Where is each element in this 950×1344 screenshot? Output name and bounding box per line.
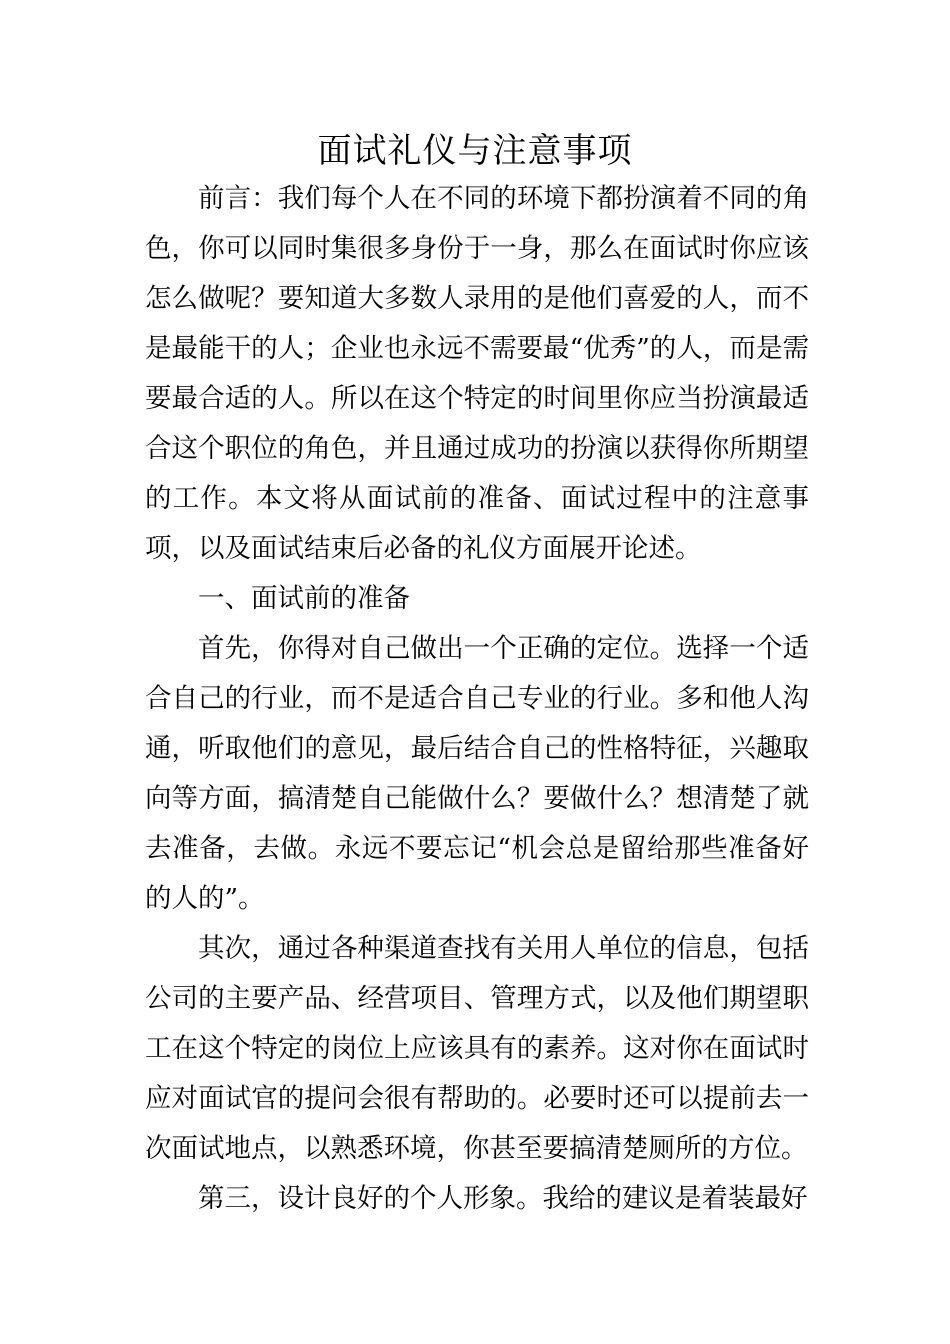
paragraph-third: 第三，设计良好的个人形象。我给的建议是着装最好 (198, 1183, 808, 1214)
section-heading: 一、面试前的准备 (198, 583, 410, 614)
document-body (145, 174, 809, 1224)
paragraph-preface: 前言：我们每个人在不同的环境下都扮演着不同的角色，你可以同时集很多身份于一身，那么在面试时你应该怎么做呢？要知道大多数人录用的是他们喜爱的人，而不是最能干的人；企业也永远不需要最“优秀”的人，而是需要最合适的人。所以在这个特定的时间里你应当扮演最适合这个职位的角色，并且通过成功的扮演以获得你所期望的工作。本文将从面试前的准备、面试过程中的注意事项，以及面试结束后必备的礼仪方面展开论述。 (145, 183, 809, 564)
paragraph-first: 首先，你得对自己做出一个正确的定位。选择一个适合自己的行业，而不是适合自己专业的行业。多和他人沟通，听取他们的意见，最后结合自己的性格特征，兴趣取向等方面，搞清楚自己能做什么？要做什么？想清楚了就去准备，去做。永远不要忘记“机会总是留给那些准备好的人的”。 (145, 633, 809, 914)
document-title: 面试礼仪与注意事项 (317, 131, 633, 171)
paragraph-second: 其次，通过各种渠道查找有关用人单位的信息，包括公司的主要产品、经营项目、管理方式，以及他们期望职工在这个特定的岗位上应该具有的素养。这对你在面试时应对面试官的提问会很有帮助的。必要时还可以提前去一次面试地点，以熟悉环境，你甚至要搞清楚厕所的方位。 (145, 933, 809, 1164)
